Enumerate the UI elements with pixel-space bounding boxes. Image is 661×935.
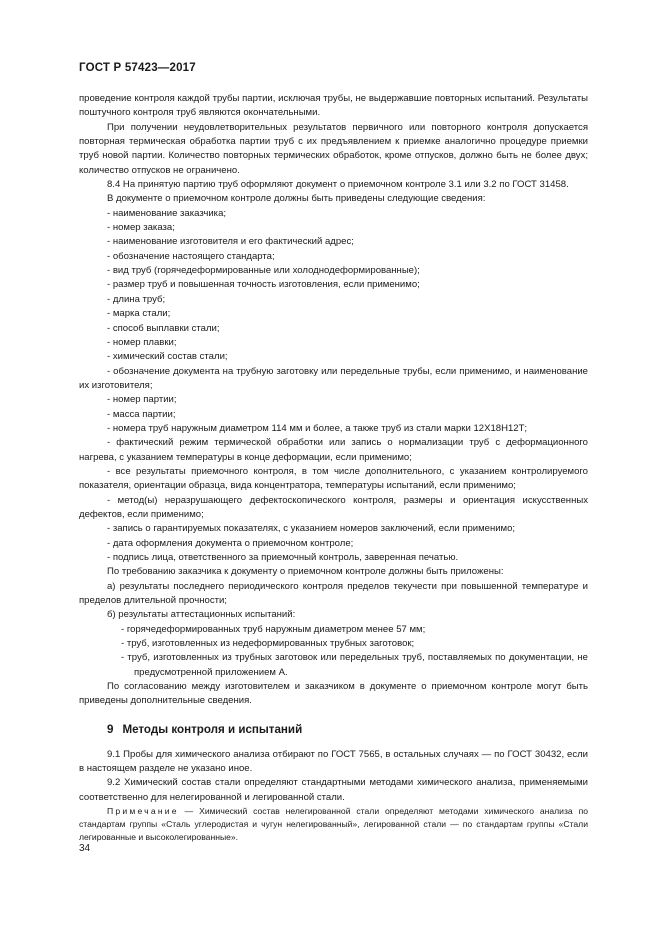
list-item: - масса партии; xyxy=(107,408,176,420)
list-item: - химический состав стали; xyxy=(107,351,228,363)
paragraph: - обозначение документа на трубную заготовку или передельные трубы, если применимо, и наименование их изготовителя; xyxy=(79,365,588,391)
list-item: - горячедеформированных труб наружным диаметром менее 57 мм; xyxy=(121,623,426,635)
section-9-body xyxy=(79,748,588,805)
paragraph: - фактический режим термической обработки или запись о нормализации труб с деформационного нагрева, с указанием температуры в конце деформации, если применимо; xyxy=(79,437,588,463)
list-item: - длина труб; xyxy=(107,293,166,305)
list-item: - способ выплавки стали; xyxy=(107,322,220,334)
paragraph: проведение контроля каждой трубы партии, исключая трубы, не выдержавшие повторных испытаний. Результаты поштучного контроля труб являются окончательными. xyxy=(79,93,588,119)
paragraph: По согласованию между изготовителем и заказчиком в документе о приемочном контроле могут быть приведены дополнительные сведения. xyxy=(79,681,588,707)
list-item: - запись о гарантируемых показателях, с указанием номеров заключений, если применимо; xyxy=(107,523,516,535)
list-item: - труб, изготовленных из трубных заготовок или передельных труб, поставляемых по документации, не предусмотренной приложением А. xyxy=(121,652,588,678)
paragraph: По требованию заказчика к документу о приемочном контроле должны быть приложены: xyxy=(107,566,504,578)
paragraph: 9.2 Химический состав стали определяют стандартными методами химического анализа, применяемыми соответственно для нелегированной и легированной стали. xyxy=(79,777,588,803)
paragraph: - все результаты приемочного контроля, в том числе дополнительного, с указанием контролируемого показателя, ориентации образца, вида концентратора, температуры испытаний, если применимо; xyxy=(79,465,588,492)
paragraph: 9.1 Пробы для химического анализа отбирают по ГОСТ 7565, в остальных случаях — по ГОСТ 30432, если в настоящем разделе не указано иное. xyxy=(79,748,588,775)
section-8-body xyxy=(79,92,588,709)
paragraph: а) результаты последнего периодического контроля пределов текучести при повышенной температуре и пределов длительной прочности; xyxy=(79,580,588,607)
list-item: - марка стали; xyxy=(107,308,171,320)
paragraph: При получении неудовлетворительных результатов первичного или повторного контроля допускается повторная термическая обработка партии труб с их предъявлением к приемке аналогично процедуре приемки труб новой партии. Количество повторных термических обработок, кроме отпусков, должно быть не более двух; количество отпусков не ограничено. xyxy=(79,121,588,176)
list-item: - размер труб и повышенная точность изготовления, если применимо; xyxy=(107,279,420,291)
note-label: Примечание xyxy=(107,806,179,817)
list-item: - номера труб наружным диаметром 114 мм и более, а также труб из стали марки 12Х18Н12Т; xyxy=(107,422,528,434)
paragraph: - метод(ы) неразрушающего дефектоскопического контроля, размеры и ориентация искусственных дефектов, если применимо; xyxy=(79,494,588,520)
list-item: - номер партии; xyxy=(107,394,177,406)
list-item: - обозначение настоящего стандарта; xyxy=(107,250,275,262)
note xyxy=(79,805,588,843)
paragraph: В документе о приемочном контроле должны быть приведены следующие сведения: xyxy=(107,193,486,205)
list-item: - труб, изготовленных из недеформированных трубных заготовок; xyxy=(121,638,415,650)
note-text: — Химический состав нелегированной стали определяют методами химического анализа по стандартам группы «Сталь углеродистая и чугун нелегированный», легированной стали — по стандартам группы «Стали легированные и высоколегированные». xyxy=(79,806,588,842)
list-item: - номер заказа; xyxy=(107,222,175,234)
list-item: - вид труб (горячедеформированные или холоднодеформированные); xyxy=(107,265,420,277)
list-item: - наименование изготовителя и его фактический адрес; xyxy=(107,236,354,248)
page-number: 34 xyxy=(79,843,91,854)
page-content xyxy=(79,92,588,844)
section-heading xyxy=(79,722,588,738)
list-item: - подпись лица, ответственного за приемочный контроль, заверенная печатью. xyxy=(107,552,459,563)
list-item: - дата оформления документа о приемочном контроле; xyxy=(107,537,354,549)
paragraph: 8.4 На принятую партию труб оформляют документ о приемочном контроле 3.1 или 3.2 по ГОСТ 31458. xyxy=(107,179,569,191)
paragraph: б) результаты аттестационных испытаний: xyxy=(107,609,296,621)
document-header: ГОСТ Р 57423—2017 xyxy=(79,62,196,74)
list-item: - наименование заказчика; xyxy=(107,207,227,219)
section-number: 9 xyxy=(107,722,114,736)
list-item: - номер плавки; xyxy=(107,336,177,348)
section-title: Методы контроля и испытаний xyxy=(122,722,303,736)
